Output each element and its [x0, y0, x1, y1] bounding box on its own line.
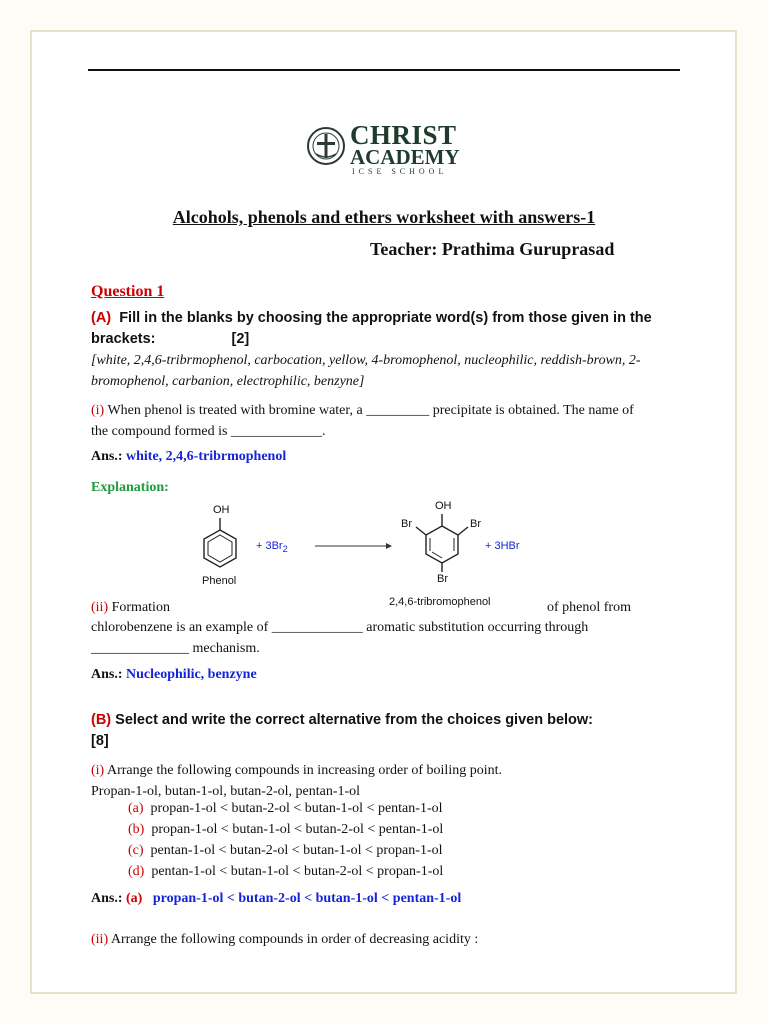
a-q2-part2: of phenol from	[547, 600, 631, 615]
school-logo	[306, 120, 466, 178]
option-text: pentan-1-ol < butan-1-ol < butan-2-ol < propan-1-ol	[151, 864, 444, 879]
question-heading: Question 1	[91, 283, 165, 300]
a-q2-num: (ii)	[91, 600, 109, 615]
ans-label: Ans.:	[91, 449, 123, 464]
a-q1	[91, 400, 691, 442]
a-q2-part1	[91, 597, 170, 618]
option-d	[128, 864, 443, 880]
a-q2-line2: chlorobenzene is an example of _____________ aromatic substitution occurring through	[91, 620, 589, 635]
section-a-text: Fill in the blanks by choosing the appropriate word(s) from those given in the brackets:	[91, 310, 652, 347]
option-label: (b)	[128, 822, 145, 837]
section-b-label: (B)	[91, 712, 112, 728]
b-q2-text: Arrange the following compounds in order of decreasing acidity :	[110, 932, 479, 947]
reagent-text: + 3Br	[256, 540, 283, 552]
option-text: propan-1-ol < butan-2-ol < butan-1-ol < pentan-1-ol	[150, 801, 443, 816]
a-q2-text1: Formation	[111, 600, 170, 615]
br-bottom: Br	[437, 573, 448, 585]
section-a-instruction	[91, 308, 691, 350]
logo-subline: ICSE SCHOOL	[352, 167, 448, 176]
answer-text: propan-1-ol < butan-2-ol < butan-1-ol < pentan-1-ol	[152, 891, 462, 906]
product-oh: OH	[435, 500, 452, 512]
b-q1-text: Arrange the following compounds in increasing order of boiling point.	[106, 763, 502, 778]
a-q2-rest	[91, 617, 691, 659]
byproduct: + 3HBr	[485, 540, 520, 552]
answer-text: white, 2,4,6-tribrmophenol	[126, 449, 287, 464]
option-text: propan-1-ol < butan-1-ol < butan-2-ol < pentan-1-ol	[151, 822, 444, 837]
section-b-marks: [8]	[91, 733, 109, 749]
reagent	[256, 540, 288, 554]
phenol-label: Phenol	[202, 575, 237, 587]
b-q2-num: (ii)	[91, 932, 109, 947]
reaction-scheme	[190, 500, 520, 610]
a-q2-answer	[91, 667, 257, 683]
b-q1-answer	[91, 891, 461, 907]
ans-option: (a)	[126, 891, 143, 906]
b-q1-compounds: Propan-1-ol, butan-1-ol, butan-2-ol, pentan-1-ol	[91, 784, 361, 799]
option-a	[128, 801, 443, 817]
option-label: (a)	[128, 801, 144, 816]
a-q2-line3: ______________ mechanism.	[91, 641, 260, 656]
reaction-diagram	[190, 500, 520, 610]
worksheet-title: Alcohols, phenols and ethers worksheet with answers-1	[172, 207, 596, 227]
aromatic-circle-icon	[208, 535, 232, 562]
section-b-instruction	[91, 710, 691, 752]
section-b-text: Select and write the correct alternative from the choices given below:	[115, 712, 594, 728]
b-q1	[91, 760, 691, 802]
br-left: Br	[401, 518, 412, 530]
a-q1-answer	[91, 449, 286, 465]
a-q1-line1: When phenol is treated with bromine water, a _________ precipitate is obtained. The name of	[107, 403, 634, 418]
option-c	[128, 843, 443, 859]
option-text: pentan-1-ol < butan-2-ol < butan-1-ol < propan-1-ol	[150, 843, 443, 858]
ans-label: Ans.:	[91, 667, 123, 682]
section-a-marks: [2]	[231, 331, 250, 347]
explanation-label: Explanation:	[91, 480, 169, 495]
teacher-name: Teacher: Prathima Guruprasad	[370, 239, 615, 259]
logo-line2: ACADEMY	[350, 145, 460, 169]
b-q2	[91, 929, 478, 950]
answer-text: Nucleophilic, benzyne	[126, 667, 257, 682]
section-a-label: (A)	[91, 310, 112, 326]
logo-line1: CHRIST	[350, 120, 457, 150]
reagent-sub: 2	[282, 544, 288, 555]
option-label: (c)	[128, 843, 144, 858]
word-bank: [white, 2,4,6-tribrmophenol, carbocation, yellow, 4-bromophenol, nucleophilic, reddish-brown, 2-bromophenol, carbanion, electrophilic, benzyne]	[91, 353, 641, 389]
ans-label: Ans.:	[91, 891, 123, 906]
product-label: 2,4,6-tribromophenol	[389, 596, 491, 608]
b-q1-num: (i)	[91, 763, 105, 778]
phenol-oh: OH	[213, 504, 230, 516]
option-label: (d)	[128, 864, 145, 879]
a-q1-line2: the compound formed is _____________.	[91, 424, 326, 439]
a-q1-num: (i)	[91, 403, 105, 418]
option-b	[128, 822, 443, 838]
br-right: Br	[470, 518, 481, 530]
top-rule	[88, 69, 680, 71]
